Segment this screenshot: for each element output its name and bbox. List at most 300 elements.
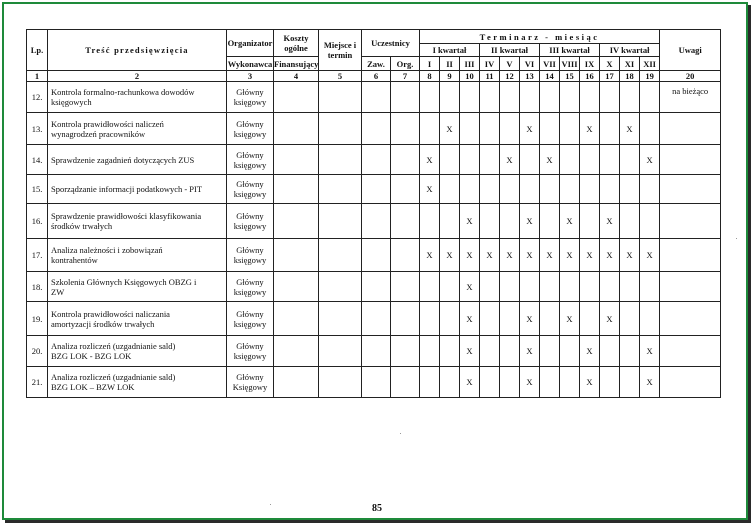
description-line: Analiza rozliczeń (uzgadnianie sald) [51, 341, 176, 351]
month-mark: X [640, 145, 660, 175]
month-mark [500, 175, 520, 204]
row-uwagi [660, 204, 721, 239]
row-description [48, 145, 227, 175]
row-organizer [227, 336, 274, 367]
row-org [391, 302, 420, 336]
row-description [48, 113, 227, 145]
row-number: 16. [27, 204, 48, 239]
column-number: 10 [460, 71, 480, 82]
month-mark [640, 82, 660, 113]
month-mark: X [420, 145, 440, 175]
month-mark: X [600, 302, 620, 336]
table-row [27, 367, 721, 398]
month-mark [440, 367, 460, 398]
row-zaw [362, 175, 391, 204]
month-mark [620, 204, 640, 239]
row-miejsce [319, 367, 362, 398]
organizer-line: księgowy [233, 128, 267, 139]
row-koszty [274, 145, 319, 175]
month-mark [440, 145, 460, 175]
month-mark: X [640, 336, 660, 367]
month-mark [620, 145, 640, 175]
month-mark [500, 336, 520, 367]
month-mark [480, 145, 500, 175]
activity-rows [27, 82, 721, 398]
column-number: 11 [480, 71, 500, 82]
month-mark [500, 113, 520, 145]
header-terminarz: Terminarz - miesiąc [420, 30, 660, 44]
month-mark [500, 272, 520, 302]
header-month: XI [620, 57, 640, 71]
month-mark [560, 175, 580, 204]
row-org [391, 336, 420, 367]
row-koszty [274, 336, 319, 367]
description-line: Sprawdzenie zagadnień dotyczących ZUS [51, 154, 195, 165]
column-number: 8 [420, 71, 440, 82]
month-mark [440, 204, 460, 239]
row-koszty [274, 239, 319, 272]
month-mark [500, 82, 520, 113]
month-mark [420, 367, 440, 398]
month-mark: X [580, 239, 600, 272]
header-month: VII [540, 57, 560, 71]
month-mark [420, 82, 440, 113]
month-mark [620, 367, 640, 398]
month-mark [540, 82, 560, 113]
organizer-line: Księgowy [232, 382, 268, 392]
month-mark [580, 272, 600, 302]
table-row [27, 302, 721, 336]
month-mark: X [600, 239, 620, 272]
row-description [48, 239, 227, 272]
month-mark: X [460, 272, 480, 302]
description-line: BZG LOK – BZW LOK [51, 382, 135, 392]
header-koszty: Koszty ogólne [274, 30, 319, 57]
row-number: 19. [27, 302, 48, 336]
month-mark: X [520, 336, 540, 367]
column-number: 3 [227, 71, 274, 82]
month-mark [560, 145, 580, 175]
column-number: 13 [520, 71, 540, 82]
row-zaw [362, 336, 391, 367]
scan-speck [270, 504, 271, 505]
organizer-line: Główny [236, 87, 264, 97]
header-month: X [600, 57, 620, 71]
header-month: V [500, 57, 520, 71]
month-mark: X [420, 175, 440, 204]
month-mark [640, 204, 660, 239]
month-mark: X [580, 367, 600, 398]
description-line: środków trwałych [51, 221, 113, 231]
header-miejsce: Miejsce i termin [319, 30, 362, 71]
column-number: 15 [560, 71, 580, 82]
month-mark [420, 272, 440, 302]
row-zaw [362, 145, 391, 175]
month-mark [540, 272, 560, 302]
month-mark: X [520, 302, 540, 336]
month-mark: X [600, 204, 620, 239]
month-mark [460, 82, 480, 113]
month-mark [600, 82, 620, 113]
row-uwagi [660, 302, 721, 336]
row-miejsce [319, 239, 362, 272]
month-mark: X [640, 239, 660, 272]
table-row [27, 204, 721, 239]
column-number: 1 [27, 71, 48, 82]
header-quarter: III kwartał [540, 44, 600, 57]
month-mark [460, 145, 480, 175]
month-mark [600, 336, 620, 367]
month-mark [620, 336, 640, 367]
table-row [27, 145, 721, 175]
month-mark [560, 336, 580, 367]
month-mark [540, 175, 560, 204]
table-row [27, 113, 721, 145]
page-number: 85 [372, 503, 382, 514]
organizer-line: Główny [236, 308, 264, 319]
organizer-line: Główny [236, 118, 264, 129]
row-description [48, 302, 227, 336]
description-line: amortyzacji środków trwałych [51, 318, 155, 329]
header-quarter: IV kwartał [600, 44, 660, 57]
row-org [391, 204, 420, 239]
row-description [48, 204, 227, 239]
organizer-line: księgowy [233, 318, 267, 329]
month-mark: X [620, 113, 640, 145]
month-mark [640, 302, 660, 336]
month-mark: X [460, 239, 480, 272]
organizer-line: księgowy [233, 286, 267, 297]
row-org [391, 367, 420, 398]
month-mark: X [560, 302, 580, 336]
month-mark: X [540, 239, 560, 272]
month-mark [600, 113, 620, 145]
row-organizer [227, 204, 274, 239]
column-number: 16 [580, 71, 600, 82]
organizer-line: Główny [236, 372, 264, 382]
organizer-line: księgowy [233, 351, 267, 361]
month-mark [440, 175, 460, 204]
month-mark [560, 367, 580, 398]
description-line: Kontrola formalno-rachunkowa dowodów [51, 87, 195, 97]
month-mark [500, 367, 520, 398]
month-mark [580, 302, 600, 336]
month-mark [640, 272, 660, 302]
month-mark [480, 204, 500, 239]
month-mark [420, 336, 440, 367]
month-mark [520, 82, 540, 113]
activity-plan-table [26, 29, 721, 398]
description-line: kontrahentów [51, 255, 98, 265]
row-zaw [362, 113, 391, 145]
row-zaw [362, 367, 391, 398]
header-month: II [440, 57, 460, 71]
month-mark [420, 302, 440, 336]
row-miejsce [319, 175, 362, 204]
month-mark: X [500, 145, 520, 175]
description-line: BZG LOK - BZG LOK [51, 351, 132, 361]
organizer-line: Główny [236, 276, 264, 287]
table-row [27, 175, 721, 204]
description-line: Sporządzanie informacji podatkowych - PIT [51, 184, 203, 194]
row-miejsce [319, 145, 362, 175]
row-uwagi [660, 336, 721, 367]
month-mark [540, 113, 560, 145]
row-number: 21. [27, 367, 48, 398]
month-mark: X [520, 113, 540, 145]
row-org [391, 239, 420, 272]
month-mark: X [460, 336, 480, 367]
row-organizer [227, 113, 274, 145]
row-description [48, 336, 227, 367]
header-month: III [460, 57, 480, 71]
month-mark [540, 302, 560, 336]
column-number: 17 [600, 71, 620, 82]
row-number: 15. [27, 175, 48, 204]
description-line: Analiza rozliczeń (uzgadnianie sald) [51, 372, 176, 382]
row-zaw [362, 272, 391, 302]
column-number-row [27, 71, 721, 82]
organizer-line: księgowy [233, 159, 267, 170]
month-mark: X [440, 239, 460, 272]
row-zaw [362, 82, 391, 113]
column-number: 2 [48, 71, 227, 82]
month-mark [600, 145, 620, 175]
row-zaw [362, 302, 391, 336]
month-mark [600, 272, 620, 302]
month-mark [560, 272, 580, 302]
month-mark [580, 175, 600, 204]
row-koszty [274, 367, 319, 398]
row-description [48, 367, 227, 398]
month-mark [460, 113, 480, 145]
month-mark [540, 336, 560, 367]
header-uczestnicy: Uczestnicy [362, 30, 420, 57]
month-mark: X [540, 145, 560, 175]
column-number: 9 [440, 71, 460, 82]
month-mark [440, 272, 460, 302]
header-lp: Lp. [27, 30, 48, 71]
organizer-line: Główny [236, 149, 264, 160]
row-uwagi [660, 367, 721, 398]
row-organizer [227, 82, 274, 113]
month-mark: X [640, 367, 660, 398]
header-month: VIII [561, 58, 578, 69]
month-mark: X [520, 204, 540, 239]
row-koszty [274, 82, 319, 113]
row-koszty [274, 204, 319, 239]
header-finansujacy: Finansujący [274, 58, 319, 69]
row-number: 13. [27, 113, 48, 145]
header-zaw: Zaw. [362, 57, 391, 71]
row-uwagi [660, 239, 721, 272]
row-organizer [227, 367, 274, 398]
month-mark [540, 367, 560, 398]
scan-speck [736, 238, 737, 239]
row-number: 17. [27, 239, 48, 272]
column-number: 12 [500, 71, 520, 82]
row-zaw [362, 239, 391, 272]
description-line: Analiza należności i zobowiązań [51, 245, 163, 255]
month-mark [420, 113, 440, 145]
row-uwagi [660, 113, 721, 145]
month-mark [620, 175, 640, 204]
header-month: XII [640, 57, 660, 71]
row-org [391, 113, 420, 145]
row-org [391, 272, 420, 302]
header-organizator: Organizator [227, 30, 274, 57]
organizer-line: Główny [236, 211, 264, 221]
month-mark: X [580, 113, 600, 145]
description-line: wynagrodzeń pracowników [51, 128, 146, 139]
row-miejsce [319, 204, 362, 239]
month-mark [500, 204, 520, 239]
month-mark [520, 175, 540, 204]
table-row [27, 336, 721, 367]
row-miejsce [319, 336, 362, 367]
description-line: księgowych [51, 97, 92, 107]
column-number: 20 [660, 71, 721, 82]
month-mark: X [500, 239, 520, 272]
column-number: 14 [540, 71, 560, 82]
month-mark [480, 113, 500, 145]
row-uwagi [660, 272, 721, 302]
column-number: 18 [620, 71, 640, 82]
row-koszty [274, 175, 319, 204]
month-mark [480, 272, 500, 302]
month-mark [620, 82, 640, 113]
month-mark [640, 175, 660, 204]
month-mark [580, 145, 600, 175]
column-number: 5 [319, 71, 362, 82]
row-miejsce [319, 113, 362, 145]
month-mark [460, 175, 480, 204]
row-description [48, 175, 227, 204]
row-miejsce [319, 82, 362, 113]
month-mark [480, 302, 500, 336]
column-number: 6 [362, 71, 391, 82]
organizer-line: Główny [236, 245, 264, 255]
month-mark [480, 175, 500, 204]
header-month: IX [580, 57, 600, 71]
row-number: 14. [27, 145, 48, 175]
row-organizer [227, 145, 274, 175]
month-mark: X [440, 113, 460, 145]
month-mark: X [420, 239, 440, 272]
table-row [27, 239, 721, 272]
month-mark [600, 367, 620, 398]
month-mark [440, 82, 460, 113]
month-mark [520, 272, 540, 302]
row-org [391, 175, 420, 204]
description-line: Sprawdzenie prawidłowości klasyfikowania [51, 211, 202, 221]
row-miejsce [319, 302, 362, 336]
month-mark [560, 113, 580, 145]
organizer-line: księgowy [233, 189, 267, 199]
scan-speck [400, 433, 401, 434]
header-month: I [420, 57, 440, 71]
header-quarter: I kwartał [420, 44, 480, 57]
month-mark: X [520, 367, 540, 398]
table-row [27, 82, 721, 113]
row-number: 20. [27, 336, 48, 367]
row-zaw [362, 204, 391, 239]
month-mark: X [460, 367, 480, 398]
month-mark [580, 82, 600, 113]
row-miejsce [319, 272, 362, 302]
description-line: Kontrola prawidłowości naliczania [51, 308, 170, 319]
month-mark: X [560, 204, 580, 239]
month-mark: X [560, 239, 580, 272]
row-organizer [227, 175, 274, 204]
header-quarter: II kwartał [480, 44, 540, 57]
description-line: Kontrola prawidłowości naliczeń [51, 118, 164, 129]
header-month: VI [520, 57, 540, 71]
month-mark [480, 367, 500, 398]
row-organizer [227, 272, 274, 302]
month-mark [620, 272, 640, 302]
month-mark [500, 302, 520, 336]
row-uwagi [660, 175, 721, 204]
organizer-line: Główny [236, 179, 264, 189]
row-organizer [227, 302, 274, 336]
month-mark [480, 336, 500, 367]
column-number: 19 [640, 71, 660, 82]
organizer-line: księgowy [233, 255, 267, 265]
month-mark [560, 82, 580, 113]
header-uwagi: Uwagi [660, 30, 721, 71]
row-org [391, 82, 420, 113]
column-number: 4 [274, 71, 319, 82]
column-number: 7 [391, 71, 420, 82]
month-mark [580, 204, 600, 239]
month-mark [620, 302, 640, 336]
header-org: Org. [391, 57, 420, 71]
description-line: ZW [51, 286, 65, 297]
month-mark [440, 336, 460, 367]
month-mark [420, 204, 440, 239]
organizer-line: księgowy [233, 97, 267, 107]
month-mark [440, 302, 460, 336]
row-organizer [227, 239, 274, 272]
row-description [48, 272, 227, 302]
row-number: 12. [27, 82, 48, 113]
month-mark: X [620, 239, 640, 272]
description-line: Szkolenia Głównych Księgowych OBZG i [51, 276, 197, 287]
row-koszty [274, 113, 319, 145]
row-number: 18. [27, 272, 48, 302]
row-org [391, 145, 420, 175]
header-month: IV [480, 57, 500, 71]
month-mark [600, 175, 620, 204]
header-wykonawca: Wykonawca [227, 58, 273, 69]
month-mark [480, 82, 500, 113]
row-uwagi: na bieżąco [660, 82, 721, 113]
table-row [27, 272, 721, 302]
row-koszty [274, 272, 319, 302]
month-mark: X [580, 336, 600, 367]
organizer-line: księgowy [233, 221, 267, 231]
row-koszty [274, 302, 319, 336]
header-tresc: Treść przedsięwzięcia [48, 30, 227, 71]
month-mark [540, 204, 560, 239]
row-description [48, 82, 227, 113]
month-mark [640, 113, 660, 145]
month-mark: X [480, 239, 500, 272]
row-uwagi [660, 145, 721, 175]
month-mark: X [460, 204, 480, 239]
month-mark [520, 145, 540, 175]
